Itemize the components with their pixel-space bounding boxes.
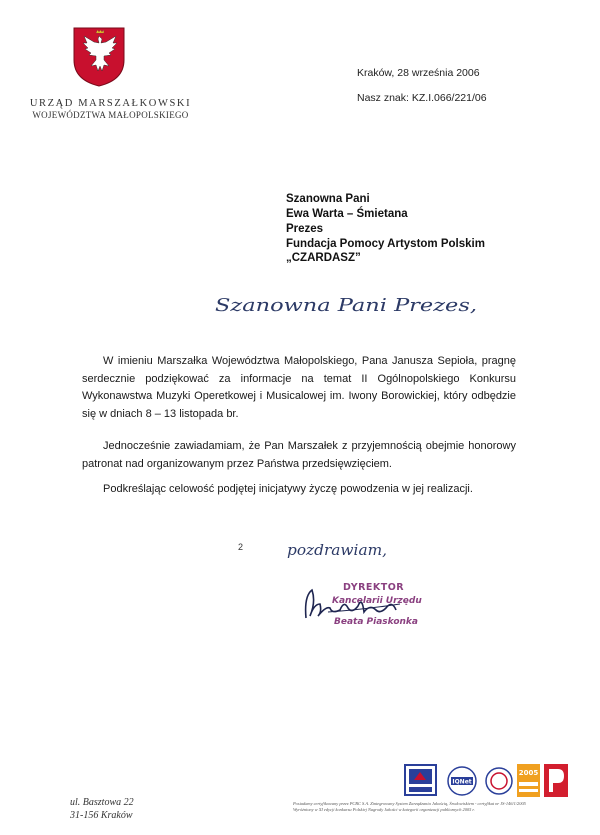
iqnet-logo-icon [447,766,477,796]
closing-text: pozdrawiam, [287,541,387,559]
certification-line-1: Posiadamy certyfikowany przez PCBC S.A. Zintegrowany System Zarządzania Jakością, Środowiskiem - certyfikat nr JS-146/1/2005 [293,801,526,806]
svg-text:2005: 2005 [518,769,539,777]
stamp-title: DYREKTOR [343,582,405,593]
certification-logo-icon [404,764,437,796]
body-paragraph-1: W imieniu Marszałka Województwa Małopolskiego, Pana Janusza Sepioła, pragnę serdecznie podziękować za informacje na temat II Ogólnopolskiego Konkursu Wykonawstwa Muzyki Operetkowej i Musicalowej im. Iwony Borowickiej, który odbędzie się w dniach 8 – 13 listopada br. [82,355,516,420]
svg-text:IQNet: IQNet [452,778,472,786]
footer-address [70,796,134,822]
recipient-organization-name: „CZARDASZ” [286,252,361,264]
body-paragraph-2: Jednocześnie zawiadamiam, że Pan Marszałek z przyjemnością obejmie honorowy patronat nad organizowanym przez Państwa przedsięwzięciem. [82,440,516,470]
salutation-text: Szanowna Pani Prezes, [215,295,477,316]
recipient-title: Prezes [286,223,324,235]
stamp-name: Beata Piaskonka [334,617,418,627]
handwritten-closing [285,533,395,563]
signature-icon [300,582,450,642]
footer-city: 31-156 Kraków [70,810,133,821]
org-name-line1: URZĄD MARSZAŁKOWSKI [29,98,192,109]
recipient-organization: Fundacja Pomocy Artystom Polskim [286,238,485,250]
body-paragraph-3: Podkreślając celowość podjętej inicjatywy życzę powodzenia w jej realizacji. [103,483,473,495]
page-number: 2 [238,542,244,552]
signature-stamp [300,582,450,642]
quality-award-logo-icon [544,764,568,797]
reference-number: Nasz znak: KZ.I.066/221/06 [357,92,487,104]
certification-line-2: Wyróżniony w XI edycji konkursu Polskiej Nagrody Jakości w kategorii organizacji publicznych 2005 r. [293,807,475,812]
handwritten-salutation [215,287,485,321]
org-name-line2: WOJEWÓDZTWA MAŁOPOLSKIEGO [32,110,189,120]
coat-of-arms-icon [72,26,126,88]
recipient-name: Ewa Warta – Śmietana [286,208,408,220]
stamp-subtitle: Kancelarii Urzędu [332,596,422,606]
award-badge-icon [517,764,540,797]
recipient-line1: Szanowna Pani [286,193,370,205]
place-date: Kraków, 28 września 2006 [357,67,480,79]
footer-street: ul. Basztowa 22 [70,797,134,808]
quality-seal-icon [485,766,513,796]
footer-certification-note [293,801,573,813]
